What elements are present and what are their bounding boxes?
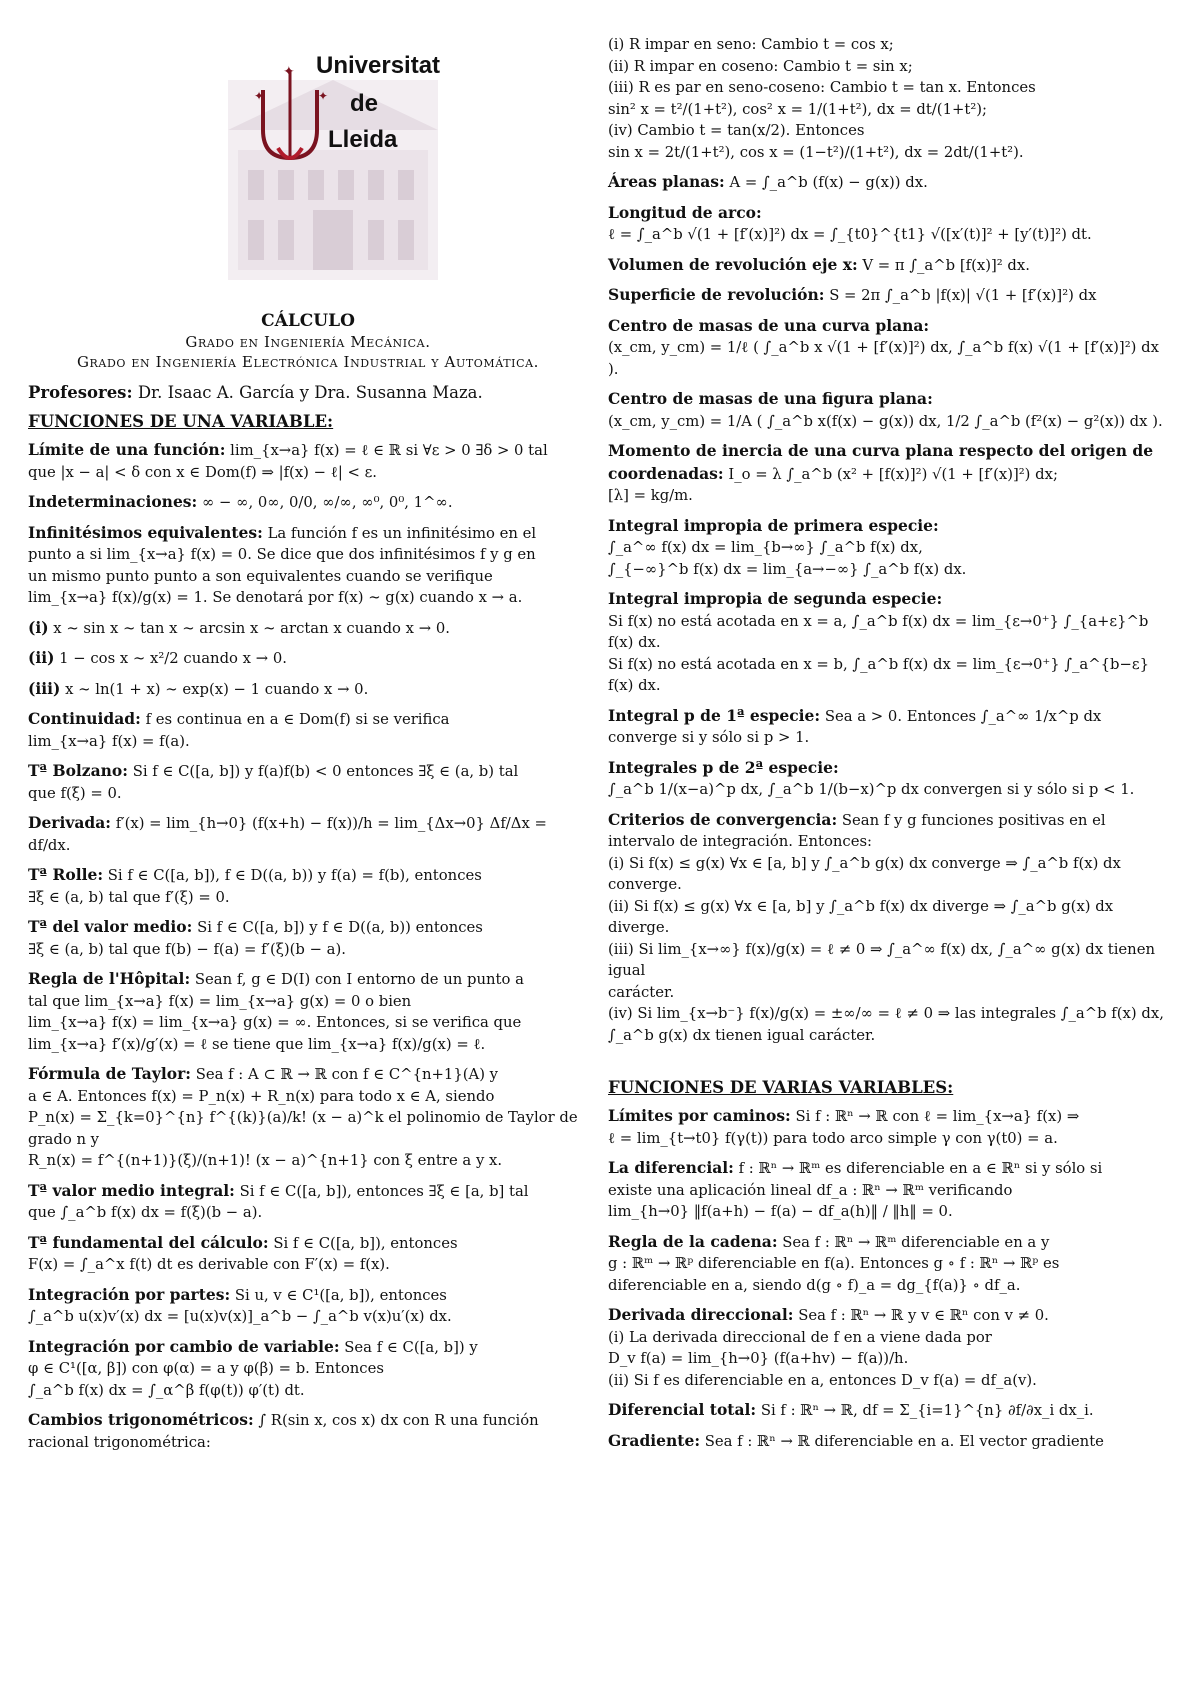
entry-line: sin x = 2t/(1+t²), cos x = (1−t²)/(1+t²), dx = 2dt/(1+t²).	[608, 143, 1024, 161]
entry-line: ∃ξ ∈ (a, b) tal que f′(ξ) = 0.	[28, 888, 230, 906]
entry-line: I_o = λ ∫_a^b (x² + [f(x)]²) √(1 + [f′(x)]²) dx;	[728, 465, 1058, 483]
entry	[608, 388, 1174, 432]
entry-heading: Integrales p de 2ª especie:	[608, 757, 839, 777]
entry	[608, 588, 1174, 697]
entry-line: Si f(x) no está acotada en x = b, ∫_a^b f(x) dx = lim_{ε→0⁺} ∫_a^{b−ε} f(x) dx.	[608, 655, 1150, 694]
entry	[28, 617, 588, 640]
entry	[608, 1399, 1174, 1422]
entry	[608, 515, 1174, 581]
entry-line: F(x) = ∫_a^x f(t) dt es derivable con F′(x) = f(x).	[28, 1256, 390, 1273]
entry-heading: Derivada direccional:	[608, 1305, 794, 1324]
entry-line: ∫_a^b 1/(x−a)^p dx, ∫_a^b 1/(b−x)^p dx convergen si y sólo si p < 1.	[608, 781, 1135, 798]
professors-line	[28, 383, 588, 402]
entry-line: tal que lim_{x→a} f(x) = lim_{x→a} g(x) = 0 o bien	[28, 992, 412, 1010]
entry-line: converge.	[608, 876, 682, 893]
entry-heading: Superficie de revolución:	[608, 285, 825, 304]
entry	[28, 968, 588, 1055]
entry-line: D_v f(a) = lim_{h→0} (f(a+hv) − f(a))/h.	[608, 1350, 909, 1367]
entry	[28, 916, 588, 960]
entry-heading: (i)	[28, 617, 49, 637]
section-heading-several-variables: FUNCIONES DE VARIAS VARIABLES:	[608, 1078, 954, 1097]
entry-heading: Longitud de arco:	[608, 202, 762, 222]
entry-heading: Integral impropia de segunda especie:	[608, 589, 943, 608]
degree-electronic: Grado en Ingeniería Electrónica Industrial y Automática.	[76, 353, 540, 371]
entry-line: carácter.	[608, 983, 675, 1001]
logo-text-universitat: Universitat	[316, 52, 441, 79]
entry-line: (iii) Si lim_{x→∞} f(x)/g(x) = ℓ ≠ 0 ⇒ ∫_a^∞ f(x) dx, ∫_a^∞ g(x) dx tienen igual	[608, 940, 1155, 979]
entry-line: f′(x) = lim_{h→0} (f(x+h) − f(x))/h = lim_{Δx→0} Δf/Δx = df/dx.	[28, 815, 547, 854]
entry	[28, 522, 588, 609]
entry-line: diferenciable en a, siendo d(g ∘ f)_a = dg_{f(a)} ∘ df_a.	[608, 1276, 1021, 1294]
entry-heading: Integral impropia de primera especie:	[608, 515, 939, 535]
entry-line: [λ] = kg/m.	[608, 487, 693, 504]
entry	[28, 1409, 588, 1453]
entry-line: que |x − a| < δ con x ∈ Dom(f) ⇒ |f(x) − ℓ| < ε.	[28, 463, 377, 481]
entry-heading: Infinitésimos equivalentes:	[28, 522, 263, 542]
entry	[28, 812, 588, 856]
entry-line: lim_{x→a} f(x) = ℓ ∈ ℝ si ∀ε > 0 ∃δ > 0 tal	[230, 442, 548, 459]
entry-heading: Fórmula de Taylor:	[28, 1064, 191, 1083]
entry-line: (i) La derivada direccional de f en a viene dada por	[608, 1328, 992, 1346]
professors-label: Profesores:	[28, 383, 133, 402]
svg-text:✦: ✦	[318, 89, 329, 103]
entry	[28, 1284, 588, 1328]
entry-line: x ∼ ln(1 + x) ∼ exp(x) − 1 cuando x → 0.	[65, 680, 369, 698]
entry-line: Si f ∈ C([a, b]) y f(a)f(b) < 0 entonces ∃ξ ∈ (a, b) tal	[132, 763, 519, 780]
entry-line: que ∫_a^b f(x) dx = f(ξ)(b − a).	[28, 1204, 263, 1221]
entry-line: R_n(x) = f^{(n+1)}(ξ)/(n+1)! (x − a)^{n+1} con ξ entre a y x.	[28, 1152, 503, 1169]
entry-line: Sea f : ℝⁿ → ℝ diferenciable en a. El vector gradiente	[704, 1432, 1104, 1450]
entry-line: ∫_a^b f(x) dx = ∫_α^β f(φ(t)) φ′(t) dt.	[28, 1381, 305, 1399]
title-block	[28, 311, 588, 371]
entry-heading: Áreas planas:	[608, 172, 725, 191]
entry-line: (i) Si f(x) ≤ g(x) ∀x ∈ [a, b] y ∫_a^b g(x) dx converge ⇒ ∫_a^b f(x) dx	[608, 854, 1121, 872]
entry	[608, 1304, 1174, 1391]
entry-heading: Regla de l'Hôpital:	[28, 969, 191, 988]
logo-text-de: de	[350, 90, 379, 117]
entry-line: Sea f ∈ C([a, b]) y	[344, 1338, 478, 1356]
entry-heading: (iii)	[28, 678, 61, 698]
left-entries	[28, 439, 588, 1453]
entry-line: diverge.	[608, 919, 670, 936]
entry-line: P_n(x) = Σ_{k=0}^{n} f^{(k)}(a)/k! (x − a)^k el polinomio de Taylor de grado n y	[28, 1109, 578, 1148]
entry	[28, 1336, 588, 1402]
right-entries	[608, 34, 1174, 1046]
entry-heading: Límites por caminos:	[608, 1106, 791, 1125]
entry-heading: Gradiente:	[608, 1430, 701, 1450]
entry-heading: Tª del valor medio:	[28, 917, 193, 936]
entry	[28, 647, 588, 670]
entry	[28, 760, 588, 804]
entry-line: lim_{x→a} f′(x)/g′(x) = ℓ se tiene que lim_{x→a} f(x)/g(x) = ℓ.	[28, 1035, 486, 1053]
degree-mechanical: Grado en Ingeniería Mecánica.	[185, 333, 431, 351]
entry-heading: Centro de masas de una figura plana:	[608, 389, 933, 408]
entry	[608, 171, 1174, 194]
entry-line: φ ∈ C¹([α, β]) con φ(α) = a y φ(β) = b. Entonces	[28, 1360, 384, 1377]
entry-line: g : ℝᵐ → ℝᵖ diferenciable en f(a). Entonces g ∘ f : ℝⁿ → ℝᵖ es	[608, 1255, 1060, 1272]
entry	[28, 1232, 588, 1276]
entry-line: Si f : ℝⁿ → ℝ con ℓ = lim_{x→a} f(x) ⇒	[795, 1108, 1080, 1125]
entry-heading: Tª fundamental del cálculo:	[28, 1232, 269, 1252]
professors-names: Dr. Isaac A. García y Dra. Susanna Maza.	[137, 383, 483, 402]
entry-line: (iii) R es par en seno-coseno: Cambio t = tan x. Entonces	[608, 79, 1036, 96]
entry-line: ∫_a^b g(x) dx tienen igual carácter.	[608, 1026, 876, 1044]
entry-line: Si f ∈ C([a, b]) y f ∈ D((a, b)) entonces	[197, 919, 483, 936]
entry-heading: Integral p de 1ª especie:	[608, 705, 821, 725]
entry	[28, 708, 588, 752]
entry-line: intervalo de integración. Entonces:	[608, 833, 873, 850]
entry	[608, 1231, 1174, 1297]
entry	[608, 202, 1174, 246]
entry-heading: Integración por partes:	[28, 1284, 231, 1304]
entry-line: que f(ξ) = 0.	[28, 784, 122, 802]
entry-line: (ii) Si f es diferenciable en a, entonces D_v f(a) = df_a(v).	[608, 1371, 1037, 1389]
entry-heading: Tª Rolle:	[28, 865, 104, 884]
entry-line: 1 − cos x ∼ x²/2 cuando x → 0.	[59, 650, 287, 667]
entry-line: sin² x = t²/(1+t²), cos² x = 1/(1+t²), dx = dt/(1+t²);	[608, 100, 988, 118]
entry	[28, 1063, 588, 1172]
entry	[608, 809, 1174, 1047]
entry-heading: Tª valor medio integral:	[28, 1180, 235, 1200]
entry	[608, 284, 1174, 307]
entry-heading: Integración por cambio de variable:	[28, 1336, 340, 1356]
entry-heading: Volumen de revolución eje x:	[608, 254, 858, 274]
entry-heading: Tª Bolzano:	[28, 761, 128, 780]
entry	[28, 491, 588, 514]
entry-heading: Centro de masas de una curva plana:	[608, 315, 930, 335]
entry-heading: (ii)	[28, 648, 55, 667]
entry-line: f : ℝⁿ → ℝᵐ es diferenciable en a ∈ ℝⁿ si y sólo si	[738, 1160, 1103, 1177]
entry-line: (x_cm, y_cm) = 1/A ( ∫_a^b x(f(x) − g(x)) dx, 1/2 ∫_a^b (f²(x) − g²(x)) dx ).	[608, 412, 1163, 430]
entry	[28, 1180, 588, 1224]
entry-line: (ii) R impar en coseno: Cambio t = sin x;	[608, 57, 913, 75]
entry-heading: Indeterminaciones:	[28, 492, 198, 511]
entry-line: x ∼ sin x ∼ tan x ∼ arcsin x ∼ arctan x cuando x → 0.	[53, 619, 450, 637]
entry-line: V = π ∫_a^b [f(x)]² dx.	[862, 256, 1030, 274]
section-heading-one-variable: FUNCIONES DE UNA VARIABLE:	[28, 412, 334, 431]
entry-line: (iv) Cambio t = tan(x/2). Entonces	[608, 122, 865, 139]
entry-line: (ii) Si f(x) ≤ g(x) ∀x ∈ [a, b] y ∫_a^b f(x) dx diverge ⇒ ∫_a^b g(x) dx	[608, 897, 1114, 915]
entry-line: ∫_a^∞ f(x) dx = lim_{b→∞} ∫_a^b f(x) dx,	[608, 539, 923, 556]
right-entries-2	[608, 1105, 1174, 1452]
entry-line: punto a si lim_{x→a} f(x) = 0. Se dice que dos infinitésimos f y g en	[28, 546, 536, 563]
entry-line: converge si y sólo si p > 1.	[608, 729, 810, 746]
entry-heading: Criterios de convergencia:	[608, 809, 838, 829]
entry	[28, 439, 588, 483]
entry	[608, 254, 1174, 277]
entry	[608, 705, 1174, 749]
entry-heading: Diferencial total:	[608, 1400, 757, 1419]
entry-line: Si f ∈ C([a, b]), f ∈ D((a, b)) y f(a) = f(b), entonces	[107, 867, 482, 884]
entry-heading: Cambios trigonométricos:	[28, 1410, 254, 1429]
entry	[608, 757, 1174, 801]
entry-line: ∫_a^b u(x)v′(x) dx = [u(x)v(x)]_a^b − ∫_a^b v(x)u′(x) dx.	[28, 1308, 452, 1325]
entry-line: lim_{x→a} f(x)/g(x) = 1. Se denotará por f(x) ∼ g(x) cuando x → a.	[28, 589, 523, 606]
entry-line: un mismo punto punto a son equivalentes cuando se verifique	[28, 567, 493, 585]
entry-line: Si f ∈ C([a, b]), entonces	[273, 1234, 458, 1252]
entry-line: (i) R impar en seno: Cambio t = cos x;	[608, 36, 894, 53]
entry-heading: Momento de inercia de una curva plana respecto del origen de coordenadas:	[608, 441, 1154, 483]
entry-line: Sea a > 0. Entonces ∫_a^∞ 1/x^p dx	[824, 707, 1102, 725]
entry-line: Sea f : ℝⁿ → ℝᵐ diferenciable en a y	[782, 1233, 1050, 1251]
right-column	[608, 34, 1174, 1460]
entry-line: existe una aplicación lineal df_a : ℝⁿ → ℝᵐ verificando	[608, 1181, 1013, 1199]
entry	[28, 678, 588, 701]
entry-line: La función f es un infinitésimo en el	[267, 524, 537, 542]
university-logo	[218, 40, 448, 305]
entry-line: Si f(x) no está acotada en x = a, ∫_a^b f(x) dx = lim_{ε→0⁺} ∫_{a+ε}^b f(x) dx.	[608, 612, 1149, 651]
entry-line: f es continua en a ∈ Dom(f) si se verifica	[145, 711, 450, 728]
entry-line: ∃ξ ∈ (a, b) tal que f(b) − f(a) = f′(ξ)(b − a).	[28, 940, 346, 958]
entry	[608, 315, 1174, 381]
entry	[608, 1157, 1174, 1223]
entry-line: A = ∫_a^b (f(x) − g(x)) dx.	[729, 174, 928, 191]
entry-line: ∞ − ∞, 0∞, 0/0, ∞/∞, ∞⁰, 0⁰, 1^∞.	[201, 494, 453, 511]
entry-heading: Límite de una función:	[28, 440, 226, 459]
entry-line: Sea f : ℝⁿ → ℝ y v ∈ ℝⁿ con v ≠ 0.	[798, 1307, 1049, 1324]
entry-heading: Continuidad:	[28, 709, 141, 728]
entry-line: Si f ∈ C([a, b]), entonces ∃ξ ∈ [a, b] tal	[239, 1182, 529, 1200]
entry-line: Si f : ℝⁿ → ℝ, df = Σ_{i=1}^{n} ∂f/∂x_i dx_i.	[760, 1402, 1094, 1419]
entry-line: a ∈ A. Entonces f(x) = P_n(x) + R_n(x) para todo x ∈ A, siendo	[28, 1087, 495, 1105]
entry-line: ℓ = ∫_a^b √(1 + [f′(x)]²) dx = ∫_{t0}^{t1} √([x′(t)]² + [y′(t)]²) dt.	[608, 226, 1092, 243]
document-title: CÁLCULO	[261, 311, 355, 331]
entry-line: lim_{x→a} f(x) = f(a).	[28, 732, 190, 750]
svg-text:✦: ✦	[283, 63, 295, 79]
left-column	[28, 40, 588, 1461]
entry-line: lim_{h→0} ‖f(a+h) − f(a) − df_a(h)‖ / ‖h‖ = 0.	[608, 1203, 953, 1220]
entry-line: (iv) Si lim_{x→b⁻} f(x)/g(x) = ±∞/∞ = ℓ ≠ 0 ⇒ las integrales ∫_a^b f(x) dx,	[608, 1005, 1164, 1022]
entry	[28, 864, 588, 908]
svg-text:✦: ✦	[254, 89, 265, 103]
entry	[608, 34, 1174, 163]
logo-text-lleida: Lleida	[328, 126, 398, 153]
entry-heading: Derivada:	[28, 813, 112, 832]
entry-line: ∫ R(sin x, cos x) dx con R una función	[258, 1412, 539, 1429]
entry	[608, 1105, 1174, 1149]
entry-line: Sean f, g ∈ D(I) con I entorno de un punto a	[194, 971, 524, 988]
entry-line: lim_{x→a} f(x) = lim_{x→a} g(x) = ∞. Entonces, si se verifica que	[28, 1014, 522, 1031]
entry-heading: La diferencial:	[608, 1158, 734, 1177]
entry-line: Sean f y g funciones positivas en el	[841, 811, 1106, 829]
entry-line: ℓ = lim_{t→t0} f(γ(t)) para todo arco simple γ con γ(t0) = a.	[608, 1129, 1058, 1147]
entry-line: (x_cm, y_cm) = 1/ℓ ( ∫_a^b x √(1 + [f′(x)]²) dx, ∫_a^b f(x) √(1 + [f′(x)]²) dx ).	[608, 339, 1159, 378]
entry-line: Si u, v ∈ C¹([a, b]), entonces	[234, 1286, 447, 1304]
entry-line: Sea f : A ⊂ ℝ → ℝ con f ∈ C^{n+1}(A) y	[195, 1066, 499, 1083]
entry-line: ∫_{−∞}^b f(x) dx = lim_{a→−∞} ∫_a^b f(x) dx.	[608, 560, 967, 578]
entry-heading: Regla de la cadena:	[608, 1231, 778, 1251]
entry-line: S = 2π ∫_a^b |f(x)| √(1 + [f′(x)]²) dx	[829, 287, 1097, 304]
entry	[608, 440, 1174, 507]
entry	[608, 1430, 1174, 1453]
entry-line: racional trigonométrica:	[28, 1433, 211, 1451]
